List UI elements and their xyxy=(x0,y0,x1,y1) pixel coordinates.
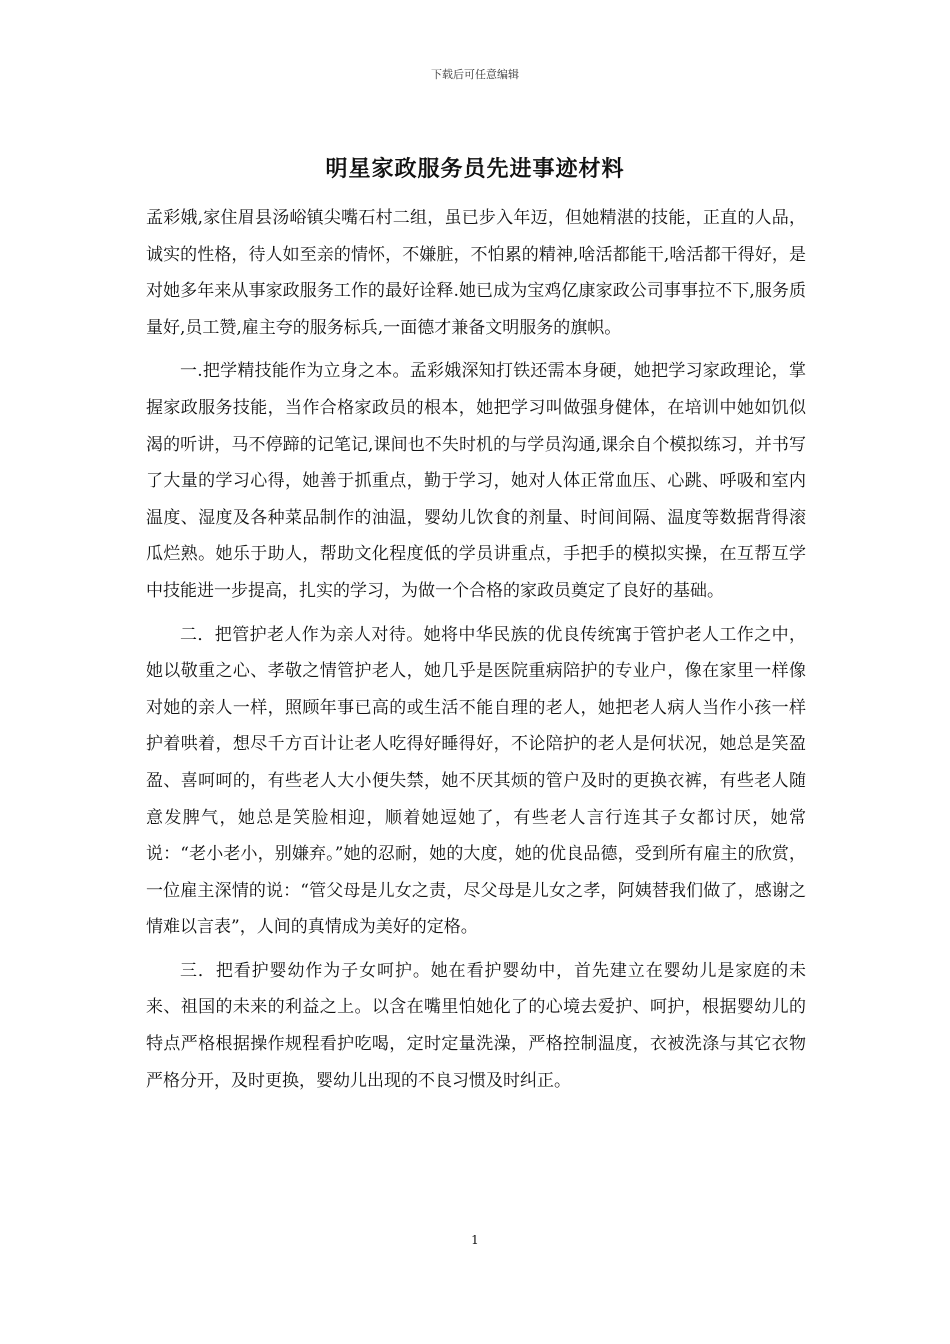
paragraph-section-2: 二．把管护老人作为亲人对待。她将中华民族的优良传统寓于管护老人工作之中，她以敬重之心、孝敬之情管护老人，她几乎是医院重病陪护的专业户，像在家里一样像对她的亲人一样，照顾年事已高的或生活不能自理的老人，她把老人病人当作小孩一样护着哄着，想尽千方百计让老人吃得好睡得好，不论陪护的老人是何状况，她总是笑盈盈、喜呵呵的，有些老人大小便失禁，她不厌其烦的管户及时的更换衣裤，有些老人随意发脾气，她总是笑脸相迎，顺着她逗她了，有些老人言行连其子女都讨厌，她常说：“老小老小，别嫌弃。”她的忍耐，她的大度，她的优良品德，受到所有雇主的欣赏，一位雇主深情的说：“管父母是儿女之责，尽父母是儿女之孝，阿姨替我们做了，感谢之情难以言表”，人间的真情成为美好的定格。 xyxy=(146,624,806,938)
document-body xyxy=(146,200,806,1106)
paragraph-section-1: 一.把学精技能作为立身之本。孟彩娥深知打铁还需本身硬，她把学习家政理论，掌握家政服务技能，当作合格家政员的根本，她把学习叫做强身健体，在培训中她如饥似渴的听讲，马不停蹄的记笔记,课间也不失时机的与学员沟通,课余自个模拟练习，并书写了大量的学习心得，她善于抓重点，勤于学习，她对人体正常血压、心跳、呼吸和室内温度、湿度及各种菜品制作的油温，婴幼儿饮食的剂量、时间间隔、温度等数据背得滚瓜烂熟。她乐于助人，帮助文化程度低的学员讲重点，手把手的模拟实操，在互帮互学中技能进一步提高，扎实的学习，为做一个合格的家政员奠定了良好的基础。 xyxy=(146,361,806,601)
page-number: 1 xyxy=(471,1233,479,1247)
paragraph-section-3: 三．把看护婴幼作为子女呵护。她在看护婴幼中，首先建立在婴幼儿是家庭的未来、祖国的未来的利益之上。以含在嘴里怕她化了的心境去爱护、呵护，根据婴幼儿的特点严格根据操作规程看护吃喝，定时定量洗澡，严格控制温度，衣被洗涤与其它衣物严格分开，及时更换，婴幼儿出现的不良习惯及时纠正。 xyxy=(146,960,806,1091)
paragraph-intro: 孟彩娥,家住眉县汤峪镇尖嘴石村二组，虽已步入年迈，但她精湛的技能，正直的人品，诚实的性格，待人如至亲的情怀，不嫌脏，不怕累的精神,啥活都能干,啥活都干得好，是对她多年来从事家政服务工作的最好诠释.她已成为宝鸡亿康家政公司事事拉不下,服务质量好,员工赞,雇主夸的服务标兵,一面德才兼备文明服务的旗帜。 xyxy=(146,208,806,338)
document-title: 明星家政服务员先进事迹材料 xyxy=(325,156,625,182)
header-note: 下载后可任意编辑 xyxy=(431,68,519,81)
